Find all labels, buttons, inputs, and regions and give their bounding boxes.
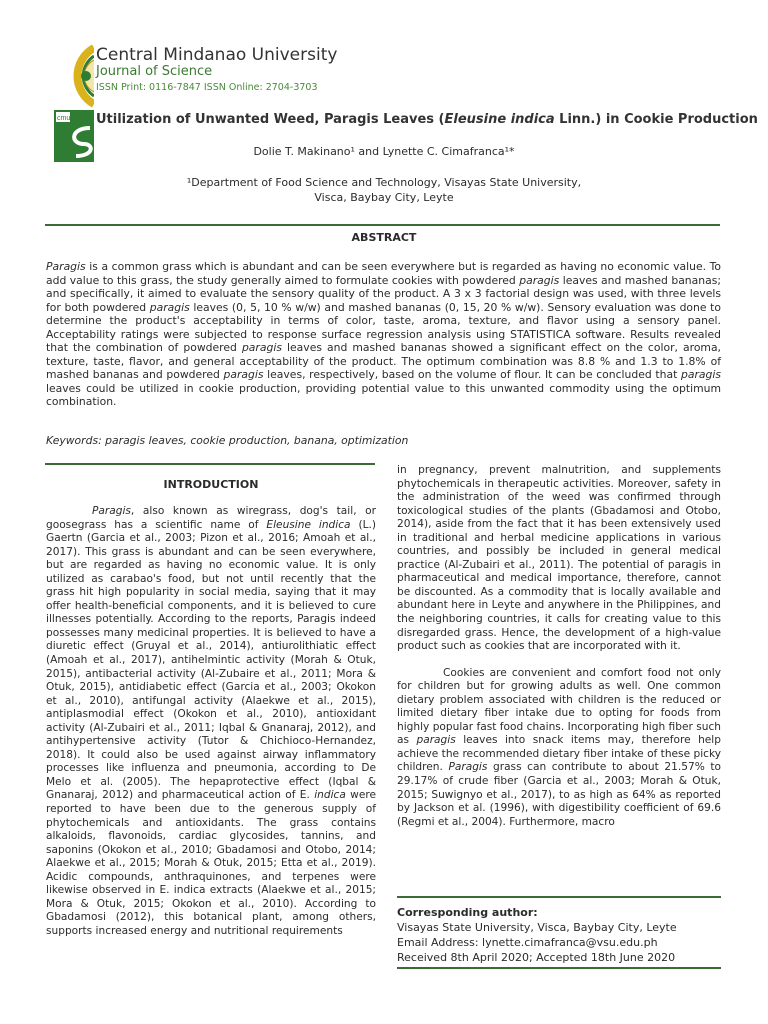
- introduction-right-column: [397, 464, 721, 829]
- corresponding-author-heading: Corresponding author:: [397, 906, 538, 919]
- affiliation-line-2: Visca, Baybay City, Leyte: [314, 191, 454, 204]
- corresponding-address: Visayas State University, Visca, Baybay City, Leyte: [397, 921, 677, 934]
- authors: Dolie T. Makinano¹ and Lynette C. Cimafranca¹*: [253, 145, 515, 158]
- introduction-left-column: [46, 505, 376, 939]
- journal-name: Journal of Science: [96, 64, 213, 79]
- issn-line: ISSN Print: 0116-7847 ISSN Online: 2704-3703: [96, 82, 318, 93]
- divider-bottom: [397, 967, 721, 969]
- title-part-2: Linn.) in Cookie Production: [554, 112, 758, 127]
- title-species: Eleusine indica: [444, 112, 555, 127]
- title-part-1: Utilization of Unwanted Weed, Paragis Leaves (: [96, 112, 445, 127]
- abstract-heading: ABSTRACT: [351, 231, 417, 244]
- received-accepted-dates: Received 8th April 2020; Accepted 18th June 2020: [397, 951, 676, 964]
- intro-paragraph-1: Paragis, also known as wiregrass, dog's tail, or goosegrass has a scientific name of Eleusine indica (L.) Gaertn (Garcia et al., 2003; Pizon et al., 2016; Amoah et al., 2017). This grass is abundant and can be seen everywhere, but are regarded as having no economic value. It is only utilized as carabao's food, but not until recently that the grass hit high popularity in social media, saying that it may offer health-beneficial components, and it is believed to cure illnesses potentially. According to the reports, Paragis indeed possesses many medicinal properties. It is believed to have a diuretic effect (Gruyal et al., 2014), antiurolithiatic effect (Amoah et al., 2017), antihelmintic activity (Morah & Otuk, 2015), antibacterial activity (Al-Zubaire et al., 2011; Mora & Otuk, 2015), antidiabetic effect (Garcia et al., 2003; Okokon et al., 2010), antifungal activity (Alaekwe et al., 2015), antiplasmodial effect (Okokon et al., 2010), antioxidant activity (Al-Zubairi et al., 2011; Iqbal & Gnanaraj, 2012), and antihypertensive activity (Tutor & Chichioco-Hernandez, 2018). It could also be used against airway inflammatory processes like influenza and pneumonia, according to De Melo et al. (2005). The hepaprotective effect (Iqbal & Gnanaraj, 2012) and pharmaceutical action of E. indica were reported to have been due to the generous supply of phytochemicals and antioxidants. The grass contains alkaloids, flavonoids, cardiac glycosides, tannins, and saponins (Okokon et al., 2010; Gbadamosi and Otobo, 2014; Alaekwe et al., 2015; Morah & Otuk, 2015; Etta et al., 2019). Acidic compounds, anthraquinones, and terpenes were likewise observed in E. indica extracts (Alaekwe et al., 2015; Mora & Otuk, 2015; Okokon et al., 2010). According to Gbadamosi (2012), this botanical plant, among others, supports increased energy and nutritional requirements: [46, 505, 376, 937]
- divider-intro: [45, 463, 375, 465]
- divider-correspondence: [397, 896, 721, 898]
- abstract-text: Paragis is a common grass which is abundant and can be seen everywhere but is regarded as having no economic value. To add value to this grass, the study generally aimed to formulate cookies with powdered paragis leaves and mashed bananas; and specifically, it aimed to evaluate the sensory quality of the product. A 3 x 3 factorial design was used, with three levels for both powdered paragis leaves (0, 5, 10 % w/w) and mashed bananas (0, 15, 20 % w/w). Sensory evaluation was done to determine the product's acceptability in terms of color, taste, aroma, texture, and flavor using a sensory panel. Acceptability ratings were subjected to response surface regression analysis using STATISTICA software. Results revealed that the combination of powdered paragis leaves and mashed bananas showed a significant effect on the color, aroma, texture, taste, flavor, and general acceptability of the product. The optimum combination was 8.8 % and 1.3 to 1.8% of mashed bananas and powdered paragis leaves, respectively, based on the volume of flour. It can be concluded that paragis leaves could be utilized in cookie production, providing potential value to this unwanted commodity using the optimum combination.: [46, 260, 721, 408]
- intro-paragraph-3: Cookies are convenient and comfort food not only for children but for growing adults as well. One common dietary problem associated with children is the reduced or limited dietary fiber intake due to opting for foods from highly popular fast food chains. Incorporating high fiber such as paragis leaves into snack items may, therefore help achieve the recommended dietary fiber intake of these picky children. Paragis grass can contribute to about 21.57% to 29.17% of crude fiber (Garcia et al., 2003; Morah & Otuk, 2015; Suwignyo et al., 2017), to as high as 64% as reported by Jackson et al. (1996), with digestibility coefficient of 69.6 (Regmi et al., 2004). Furthermore, macro: [397, 666, 721, 828]
- article-title: [96, 112, 758, 127]
- keywords: [46, 434, 721, 447]
- svg-text:cmu: cmu: [57, 115, 71, 122]
- corresponding-email: Email Address: lynette.cimafranca@vsu.edu.ph: [397, 936, 658, 949]
- introduction-heading: INTRODUCTION: [163, 478, 259, 491]
- university-name: Central Mindanao University: [96, 45, 338, 65]
- divider-top: [45, 224, 720, 226]
- keywords-list: paragis leaves, cookie production, banana, optimization: [105, 434, 409, 447]
- intro-paragraph-2: in pregnancy, prevent malnutrition, and supplements phytochemicals in therapeutic activities. Moreover, safety in the administration of the weed was confirmed through toxicological studies of the plants (Gbadamosi and Otobo, 2014), aside from the fact that it has been extensively used in traditional and herbal medicine applications in various countries, and possibly be included in general medical practice (Al-Zubairi et al., 2011). The potential of paragis in pharmaceutical and medical importance, therefore, cannot be discounted. As a commodity that is locally available and abundant here in Leyte and anywhere in the Philippines, and the neighboring countries, it calls for creating value to this disregarded grass. Hence, the development of a high-value product such as cookies that are incorporated with it.: [397, 464, 721, 653]
- affiliation: [0, 175, 768, 205]
- corresponding-author: [397, 905, 721, 965]
- affiliation-line-1: ¹Department of Food Science and Technology, Visayas State University,: [186, 176, 582, 189]
- keywords-label: Keywords:: [46, 434, 102, 447]
